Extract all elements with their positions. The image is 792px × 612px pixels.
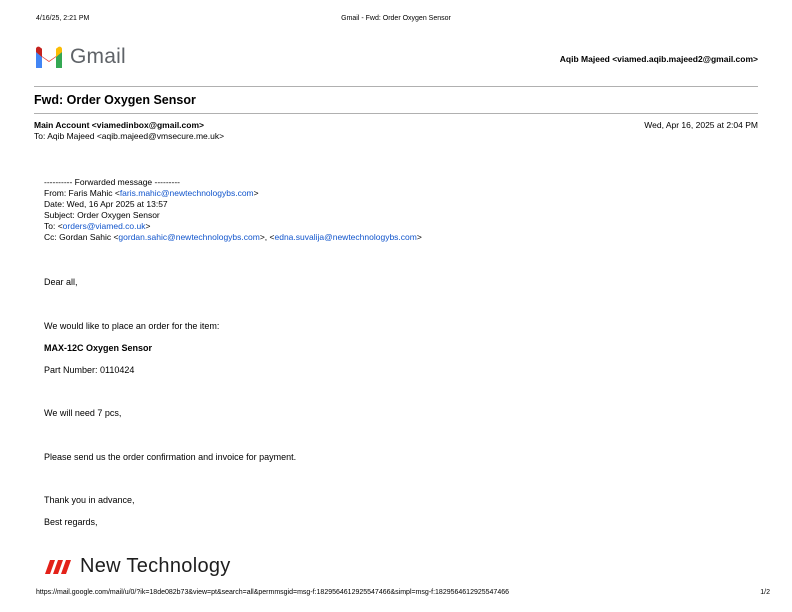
forwarded-date: Date: Wed, 16 Apr 2025 at 13:57 [44, 199, 168, 209]
account-email: Aqib Majeed <viamed.aqib.majeed2@gmail.com> [559, 54, 758, 64]
divider-top [34, 86, 758, 87]
new-technology-text: New Technology [80, 555, 231, 577]
print-page-number: 1/2 [760, 589, 770, 596]
body-regards: Best regards, [44, 517, 98, 527]
forwarded-from: From: Faris Mahic <faris.mahic@newtechnologybs.com> [44, 188, 259, 198]
gmail-logo-text: Gmail [70, 45, 126, 68]
forwarded-to-link[interactable]: orders@viamed.co.uk [62, 221, 146, 231]
forwarded-to: To: <orders@viamed.co.uk> [44, 221, 151, 231]
message-to: To: Aqib Majeed <aqib.majeed@vmsecure.me.uk> [34, 131, 225, 141]
forwarded-header [44, 177, 422, 243]
body-request: Please send us the order confirmation and invoice for payment. [44, 452, 297, 462]
body-line-1: We would like to place an order for the item: [44, 321, 220, 331]
body-quantity: We will need 7 pcs, [44, 408, 122, 418]
forwarded-cc-link-2[interactable]: edna.suvalija@newtechnologybs.com [274, 232, 417, 242]
body-greeting: Dear all, [44, 277, 78, 287]
forwarded-from-link[interactable]: faris.mahic@newtechnologybs.com [119, 188, 254, 198]
message-meta [34, 120, 224, 142]
forwarded-cc: Cc: Gordan Sahic <gordan.sahic@newtechnologybs.com>, <edna.suvalija@newtechnologybs.com> [44, 232, 422, 242]
forwarded-cc-link-1[interactable]: gordan.sahic@newtechnologybs.com [118, 232, 260, 242]
body-item: MAX-12C Oxygen Sensor [44, 343, 153, 353]
gmail-m-icon [34, 46, 64, 69]
print-datetime: 4/16/25, 2:21 PM [36, 15, 90, 22]
print-title: Gmail - Fwd: Order Oxygen Sensor [341, 15, 451, 22]
divider-subject [34, 113, 758, 114]
print-url: https://mail.google.com/mail/u/0/?ik=18de082b73&view=pt&search=all&permmsgid=msg-f:1829564612925547466&simpl=msg-f:1829564612925547466 [36, 589, 510, 596]
forwarded-divider: ---------- Forwarded message --------- [44, 177, 180, 187]
body-part-number: Part Number: 0110424 [44, 365, 135, 375]
message-from: Main Account <viamedinbox@gmail.com> [34, 120, 204, 130]
body-thanks: Thank you in advance, [44, 495, 135, 505]
forwarded-subject: Subject: Order Oxygen Sensor [44, 210, 160, 220]
message-subject: Fwd: Order Oxygen Sensor [34, 93, 196, 107]
gmail-logo [34, 45, 126, 69]
new-technology-logo [44, 555, 231, 578]
new-technology-mark-icon [44, 559, 72, 575]
message-date: Wed, Apr 16, 2025 at 2:04 PM [644, 120, 758, 130]
